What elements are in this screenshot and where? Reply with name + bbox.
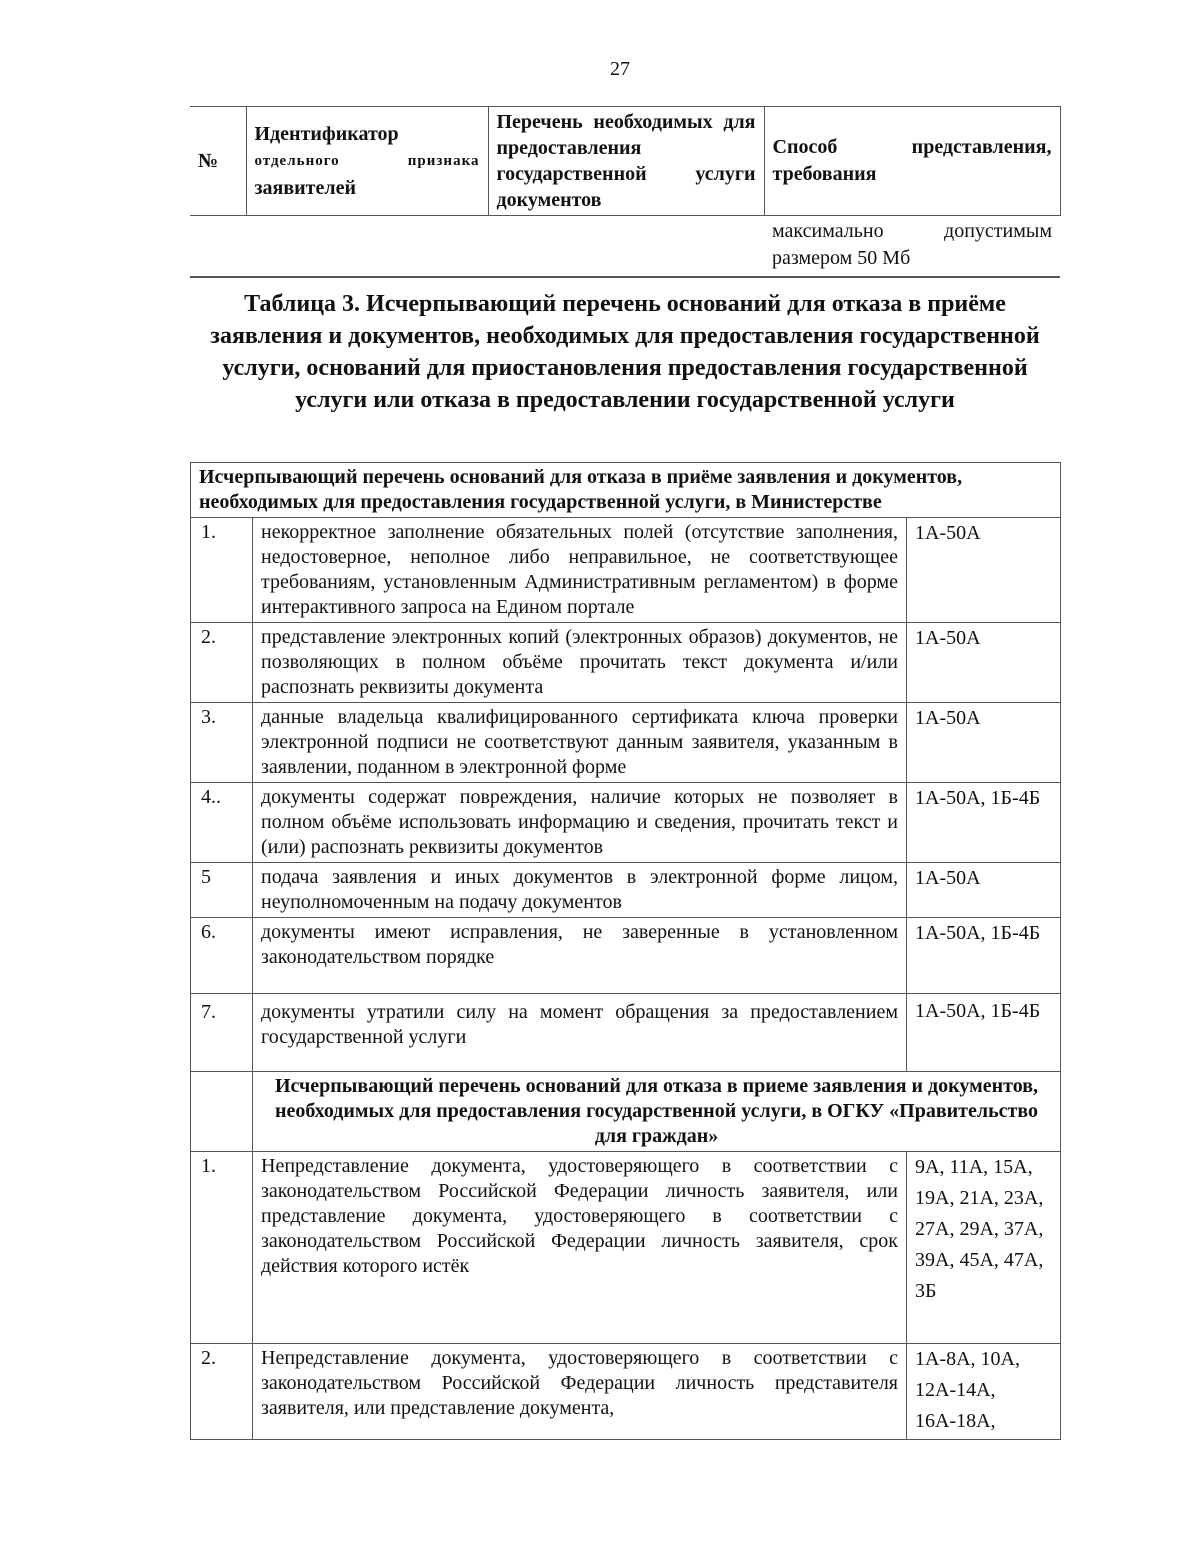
table-row	[191, 1344, 1061, 1440]
section-heading-row	[191, 1072, 1061, 1152]
section-heading-ogku: Исчерпывающий перечень оснований для отказа в приеме заявления и документов, необходимых для предоставления государственной услуги, в ОГКУ «Правительство для граждан»	[253, 1072, 1061, 1152]
table-row	[191, 918, 1061, 994]
row-number: 3.	[191, 703, 253, 783]
row-number: 2.	[191, 623, 253, 703]
section-heading-row	[191, 463, 1061, 518]
row-codes: 1А-50А, 1Б-4Б	[907, 918, 1061, 994]
continuation-text: максимально допустимым размером 50 Мб	[764, 216, 1060, 278]
row-text: Непредставление документа, удостоверяющего в соответствии с законодательством Российской Федерации личность заявителя, или представление документа, удостоверяющего в соответствии с законодательством Российской Федерации личность заявителя, срок действия которого истёк	[253, 1152, 907, 1344]
header-table-continuation	[190, 106, 1061, 278]
table-row	[191, 623, 1061, 703]
row-codes: 1А-50А	[907, 623, 1061, 703]
table-row	[191, 703, 1061, 783]
page-number: 27	[610, 58, 630, 80]
row-number: 1.	[191, 1152, 253, 1344]
table-title: Таблица 3. Исчерпывающий перечень оснований для отказа в приёме заявления и документов, необходимых для предоставления государственной услуги, оснований для приостановления предоставления государственной услуги или отказа в предоставлении государственной услуги	[210, 291, 1040, 413]
table-row	[191, 783, 1061, 863]
row-codes: 1А-50А	[907, 518, 1061, 623]
row-number: 4..	[191, 783, 253, 863]
row-text: документы имеют исправления, не заверенные в установленном законодательством порядке	[253, 918, 907, 994]
row-codes: 1А-50А	[907, 863, 1061, 918]
header-identifier-line2: отдельного признака	[254, 152, 480, 169]
row-number: 2.	[191, 1344, 253, 1440]
row-codes: 1А-50А, 1Б-4Б	[907, 994, 1061, 1072]
refusal-grounds-table	[190, 462, 1061, 1440]
continuation-row	[190, 216, 1060, 278]
row-number: 1.	[191, 518, 253, 623]
row-text: документы утратили силу на момент обращения за предоставлением государственной услуги	[253, 994, 907, 1072]
header-col-identifier	[246, 107, 488, 216]
row-number: 6.	[191, 918, 253, 994]
row-number: 7.	[191, 994, 253, 1072]
table-row	[191, 1152, 1061, 1344]
section-heading-ministry: Исчерпывающий перечень оснований для отказа в приёме заявления и документов, необходимых для предоставления государственной услуги, в Министерстве	[191, 463, 1061, 518]
row-text: подача заявления и иных документов в электронной форме лицом, неуполномоченным на подачу документов	[253, 863, 907, 918]
header-col-documents: Перечень необходимых для предоставления государственной услуги документов	[488, 107, 764, 216]
table-row	[191, 863, 1061, 918]
header-identifier-line1: Идентификатор	[254, 122, 399, 145]
header-col-num: №	[190, 107, 246, 216]
header-identifier-line3: заявителей	[254, 176, 357, 199]
table-row	[191, 994, 1061, 1072]
header-col-method: Способ представления, требования	[764, 107, 1060, 216]
row-text: представление электронных копий (электронных образов) документов, не позволяющих в полном объёме прочитать текст документа и/или распознать реквизиты документа	[253, 623, 907, 703]
table-row	[191, 518, 1061, 623]
row-text: данные владельца квалифицированного сертификата ключа проверки электронной подписи не соответствуют данным заявителя, указанным в заявлении, поданном в электронной форме	[253, 703, 907, 783]
row-text: некорректное заполнение обязательных полей (отсутствие заполнения, недостоверное, неполное либо неправильное, не соответствующее требованиям, установленным Административным регламентом) в форме интерактивного запроса на Едином портале	[253, 518, 907, 623]
row-codes: 1А-50А, 1Б-4Б	[907, 783, 1061, 863]
row-number: 5	[191, 863, 253, 918]
row-codes: 1А-8А, 10А, 12А-14А, 16А-18А,	[907, 1344, 1061, 1440]
header-row	[190, 107, 1060, 216]
row-codes: 9А, 11А, 15А, 19А, 21А, 23А, 27А, 29А, 37А, 39А, 45А, 47А, 3Б	[907, 1152, 1061, 1344]
row-codes: 1А-50А	[907, 703, 1061, 783]
row-text: Непредставление документа, удостоверяющего в соответствии с законодательством Российской Федерации личность представителя заявителя, или представление документа,	[253, 1344, 907, 1440]
row-text: документы содержат повреждения, наличие которых не позволяет в полном объёме использовать информацию и сведения, прочитать текст и (или) распознать реквизиты документов	[253, 783, 907, 863]
